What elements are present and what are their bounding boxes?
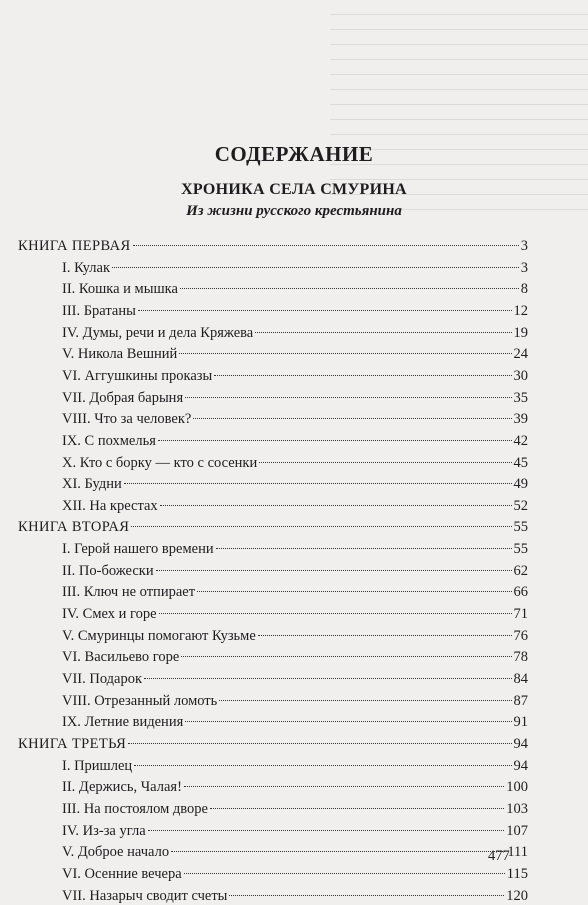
toc-entry-title: IX. С похмелья (62, 433, 156, 449)
toc-entry-title: V. Никола Вешний (62, 346, 178, 362)
toc-entry-page: 111 (507, 844, 528, 860)
dot-leader (197, 591, 511, 592)
dot-leader (134, 765, 511, 766)
dot-leader (185, 721, 511, 722)
dot-leader (180, 288, 519, 289)
toc-entry-title: V. Доброе начало (62, 844, 170, 860)
toc-entry-page: 52 (513, 498, 528, 514)
dot-leader (258, 635, 512, 636)
toc-entry-title: XII. На крестах (62, 498, 158, 514)
dot-leader (219, 700, 511, 701)
toc-entry-title: VIII. Отрезанный ломоть (62, 693, 218, 709)
dot-leader (160, 505, 512, 506)
dot-leader (184, 873, 505, 874)
toc-entry-title: VII. Подарок (62, 671, 143, 687)
toc-chapter-entry (62, 389, 528, 407)
toc-entry-title: I. Пришлец (62, 758, 133, 774)
toc-chapter-entry (62, 454, 528, 472)
toc-entry-title: VI. Аггушкины проказы (62, 368, 213, 384)
toc-chapter-entry (62, 324, 528, 342)
toc-entry-page: 103 (506, 801, 528, 817)
toc-chapter-entry (62, 280, 528, 298)
toc-chapter-entry (62, 648, 528, 666)
toc-chapter-entry (62, 367, 528, 385)
toc-entry-title: КНИГА ТРЕТЬЯ (18, 736, 127, 752)
toc-entry-page: 24 (513, 346, 528, 362)
toc-entry-title: КНИГА ПЕРВАЯ (18, 238, 131, 254)
dot-leader (156, 570, 512, 571)
toc-entry-title: XI. Будни (62, 476, 122, 492)
toc-entry-page: 87 (513, 693, 528, 709)
toc-chapter-entry (62, 692, 528, 710)
dot-leader (124, 483, 512, 484)
toc-entry-title: X. Кто с борку — кто с сосенки (62, 455, 258, 471)
toc-entry-title: VI. Васильево горе (62, 649, 180, 665)
toc-entry-title: III. На постоялом дворе (62, 801, 208, 817)
toc-entry-page: 8 (520, 281, 528, 297)
toc-book-entry (18, 518, 528, 536)
toc-book-entry (18, 735, 528, 753)
toc-entry-page: 62 (513, 563, 528, 579)
dot-leader (133, 245, 519, 246)
toc-entry-title: II. Кошка и мышка (62, 281, 178, 297)
toc-chapter-entry (62, 345, 528, 363)
toc-chapter-entry (62, 800, 528, 818)
toc-entry-page: 66 (513, 584, 528, 600)
toc-chapter-entry (62, 843, 528, 861)
toc-entry-title: III. Ключ не отпирает (62, 584, 196, 600)
toc-entry-page: 49 (513, 476, 528, 492)
dot-leader (255, 332, 511, 333)
work-title: ХРОНИКА СЕЛА СМУРИНА (181, 181, 407, 198)
toc-entry-title: III. Братаны (62, 303, 136, 319)
toc-entry-title: II. Держись, Чалая! (62, 779, 182, 795)
toc-chapter-entry (62, 432, 528, 450)
dot-leader (128, 743, 511, 744)
toc-chapter-entry (62, 605, 528, 623)
toc-chapter-entry (62, 302, 528, 320)
toc-chapter-entry (62, 713, 528, 731)
toc-entry-page: 71 (513, 606, 528, 622)
toc-chapter-entry (62, 562, 528, 580)
dot-leader (259, 462, 511, 463)
toc-entry-page: 55 (513, 519, 528, 535)
page-number: 477 (488, 848, 510, 864)
toc-entry-page: 94 (513, 758, 528, 774)
toc-entry-page: 91 (513, 714, 528, 730)
toc-entry-page: 19 (513, 325, 528, 341)
dot-leader (185, 397, 511, 398)
toc-entry-page: 12 (513, 303, 528, 319)
dot-leader (216, 548, 512, 549)
toc-entry-page: 3 (520, 238, 528, 254)
toc-entry-title: IV. Из-за угла (62, 823, 146, 839)
dot-leader (131, 526, 511, 527)
dot-leader (159, 613, 512, 614)
toc-entry-title: VII. Добрая барыня (62, 390, 184, 406)
toc-entry-page: 84 (513, 671, 528, 687)
toc-chapter-entry (62, 540, 528, 558)
toc-entry-title: КНИГА ВТОРАЯ (18, 519, 130, 535)
toc-chapter-entry (62, 627, 528, 645)
toc-entry-page: 3 (520, 260, 528, 276)
toc-entry-page: 30 (513, 368, 528, 384)
toc-book-entry (18, 237, 528, 255)
toc-entry-page: 45 (513, 455, 528, 471)
dot-leader (112, 267, 519, 268)
toc-chapter-entry (62, 259, 528, 277)
toc-entry-title: VI. Осенние вечера (62, 866, 182, 882)
dot-leader (171, 851, 505, 852)
toc-entry-title: VII. Назарыч сводит счеты (62, 888, 228, 904)
dot-leader (179, 353, 511, 354)
toc-chapter-entry (62, 670, 528, 688)
toc-entry-page: 39 (513, 411, 528, 427)
toc-entry-title: I. Герой нашего времени (62, 541, 214, 557)
toc-chapter-entry (62, 757, 528, 775)
toc-entry-page: 100 (506, 779, 528, 795)
dot-leader (181, 656, 511, 657)
dot-leader (144, 678, 511, 679)
toc-chapter-entry (62, 865, 528, 883)
dot-leader (210, 808, 504, 809)
toc-entry-page: 55 (513, 541, 528, 557)
toc-entry-title: V. Смуринцы помогают Кузьме (62, 628, 256, 644)
toc-entry-title: VIII. Что за человек? (62, 411, 192, 427)
dot-leader (184, 786, 504, 787)
toc-entry-title: IV. Смех и горе (62, 606, 157, 622)
toc-entry-page: 78 (513, 649, 528, 665)
toc-entry-page: 42 (513, 433, 528, 449)
toc-entry-page: 115 (506, 866, 528, 882)
toc-chapter-entry (62, 887, 528, 905)
toc-chapter-entry (62, 778, 528, 796)
dot-leader (158, 440, 512, 441)
page-heading: СОДЕРЖАНИЕ (214, 142, 374, 166)
toc-chapter-entry (62, 475, 528, 493)
dot-leader (214, 375, 511, 376)
toc-entry-page: 120 (506, 888, 528, 904)
toc-entry-page: 35 (513, 390, 528, 406)
toc-entry-title: II. По-божески (62, 563, 154, 579)
dot-leader (229, 895, 504, 896)
toc-entry-title: IX. Летние видения (62, 714, 184, 730)
toc-entry-title: IV. Думы, речи и дела Кряжева (62, 325, 254, 341)
dot-leader (193, 418, 511, 419)
dot-leader (138, 310, 512, 311)
toc-entry-page: 107 (506, 823, 528, 839)
work-subtitle: Из жизни русского крестьянина (186, 203, 402, 219)
toc-entry-page: 94 (513, 736, 528, 752)
toc-chapter-entry (62, 410, 528, 428)
toc-chapter-entry (62, 497, 528, 515)
toc-entry-title: I. Кулак (62, 260, 110, 276)
toc-chapter-entry (62, 583, 528, 601)
dot-leader (148, 830, 505, 831)
toc-chapter-entry (62, 822, 528, 840)
toc-entry-page: 76 (513, 628, 528, 644)
